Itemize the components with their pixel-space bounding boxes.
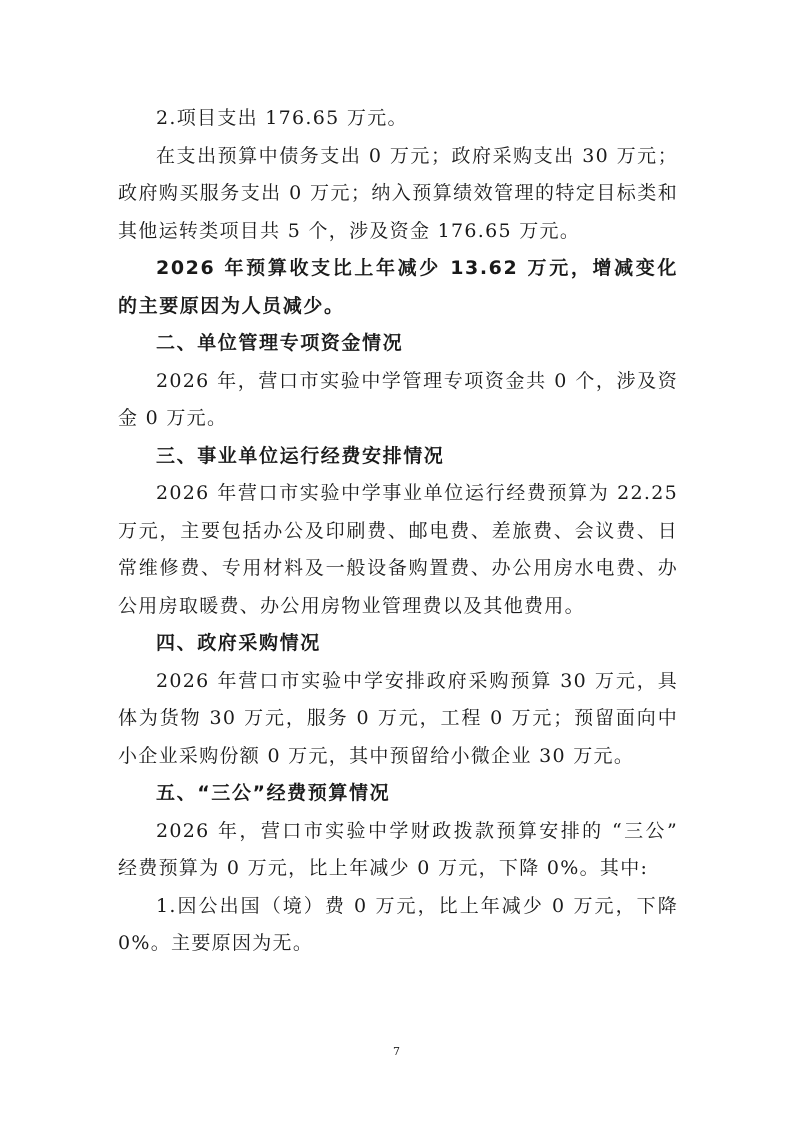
heading-special-funds: 二、单位管理专项资金情况 <box>156 332 404 354</box>
heading-government-procurement: 四、政府采购情况 <box>156 632 321 654</box>
paragraph-overseas-travel: 1.因公出国（境）费 0 万元，比上年减少 0 万元，下降 0%。主要原因为无。 <box>118 894 678 954</box>
paragraph-budget-change: 2026 年预算收支比上年减少 13.62 万元，增减变化的主要原因为人员减少。 <box>118 257 678 317</box>
paragraph-expenditure-breakdown: 在支出预算中债务支出 0 万元；政府采购支出 30 万元；政府购买服务支出 0 万元；纳入预算绩效管理的特定目标类和其他运转类项目共 5 个，涉及资金 176.65 万元。 <box>118 144 678 242</box>
heading-three-public-expenses: 五、“三公”经费预算情况 <box>156 782 391 804</box>
paragraph-three-public-expenses: 2026 年，营口市实验中学财政拨款预算安排的 “三公” 经费预算为 0 万元，比上年减少 0 万元，下降 0%。其中: <box>118 819 678 879</box>
page-number: 7 <box>393 1045 400 1058</box>
document-body <box>118 100 678 963</box>
paragraph-operating-expenses: 2026 年营口市实验中学事业单位运行经费预算为 22.25 万元，主要包括办公及印刷费、邮电费、差旅费、会议费、日常维修费、专用材料及一般设备购置费、办公用房水电费、办公用房取暖费、办公用房物业管理费以及其他费用。 <box>118 482 678 617</box>
paragraph-project-expenditure: 2.项目支出 176.65 万元。 <box>156 107 408 129</box>
paragraph-special-funds: 2026 年，营口市实验中学管理专项资金共 0 个，涉及资金 0 万元。 <box>118 369 678 429</box>
paragraph-government-procurement: 2026 年营口市实验中学安排政府采购预算 30 万元，具体为货物 30 万元，服务 0 万元，工程 0 万元；预留面向中小企业采购份额 0 万元，其中预留给小微企业 30 万元。 <box>118 669 678 767</box>
heading-operating-expenses: 三、事业单位运行经费安排情况 <box>156 444 445 467</box>
